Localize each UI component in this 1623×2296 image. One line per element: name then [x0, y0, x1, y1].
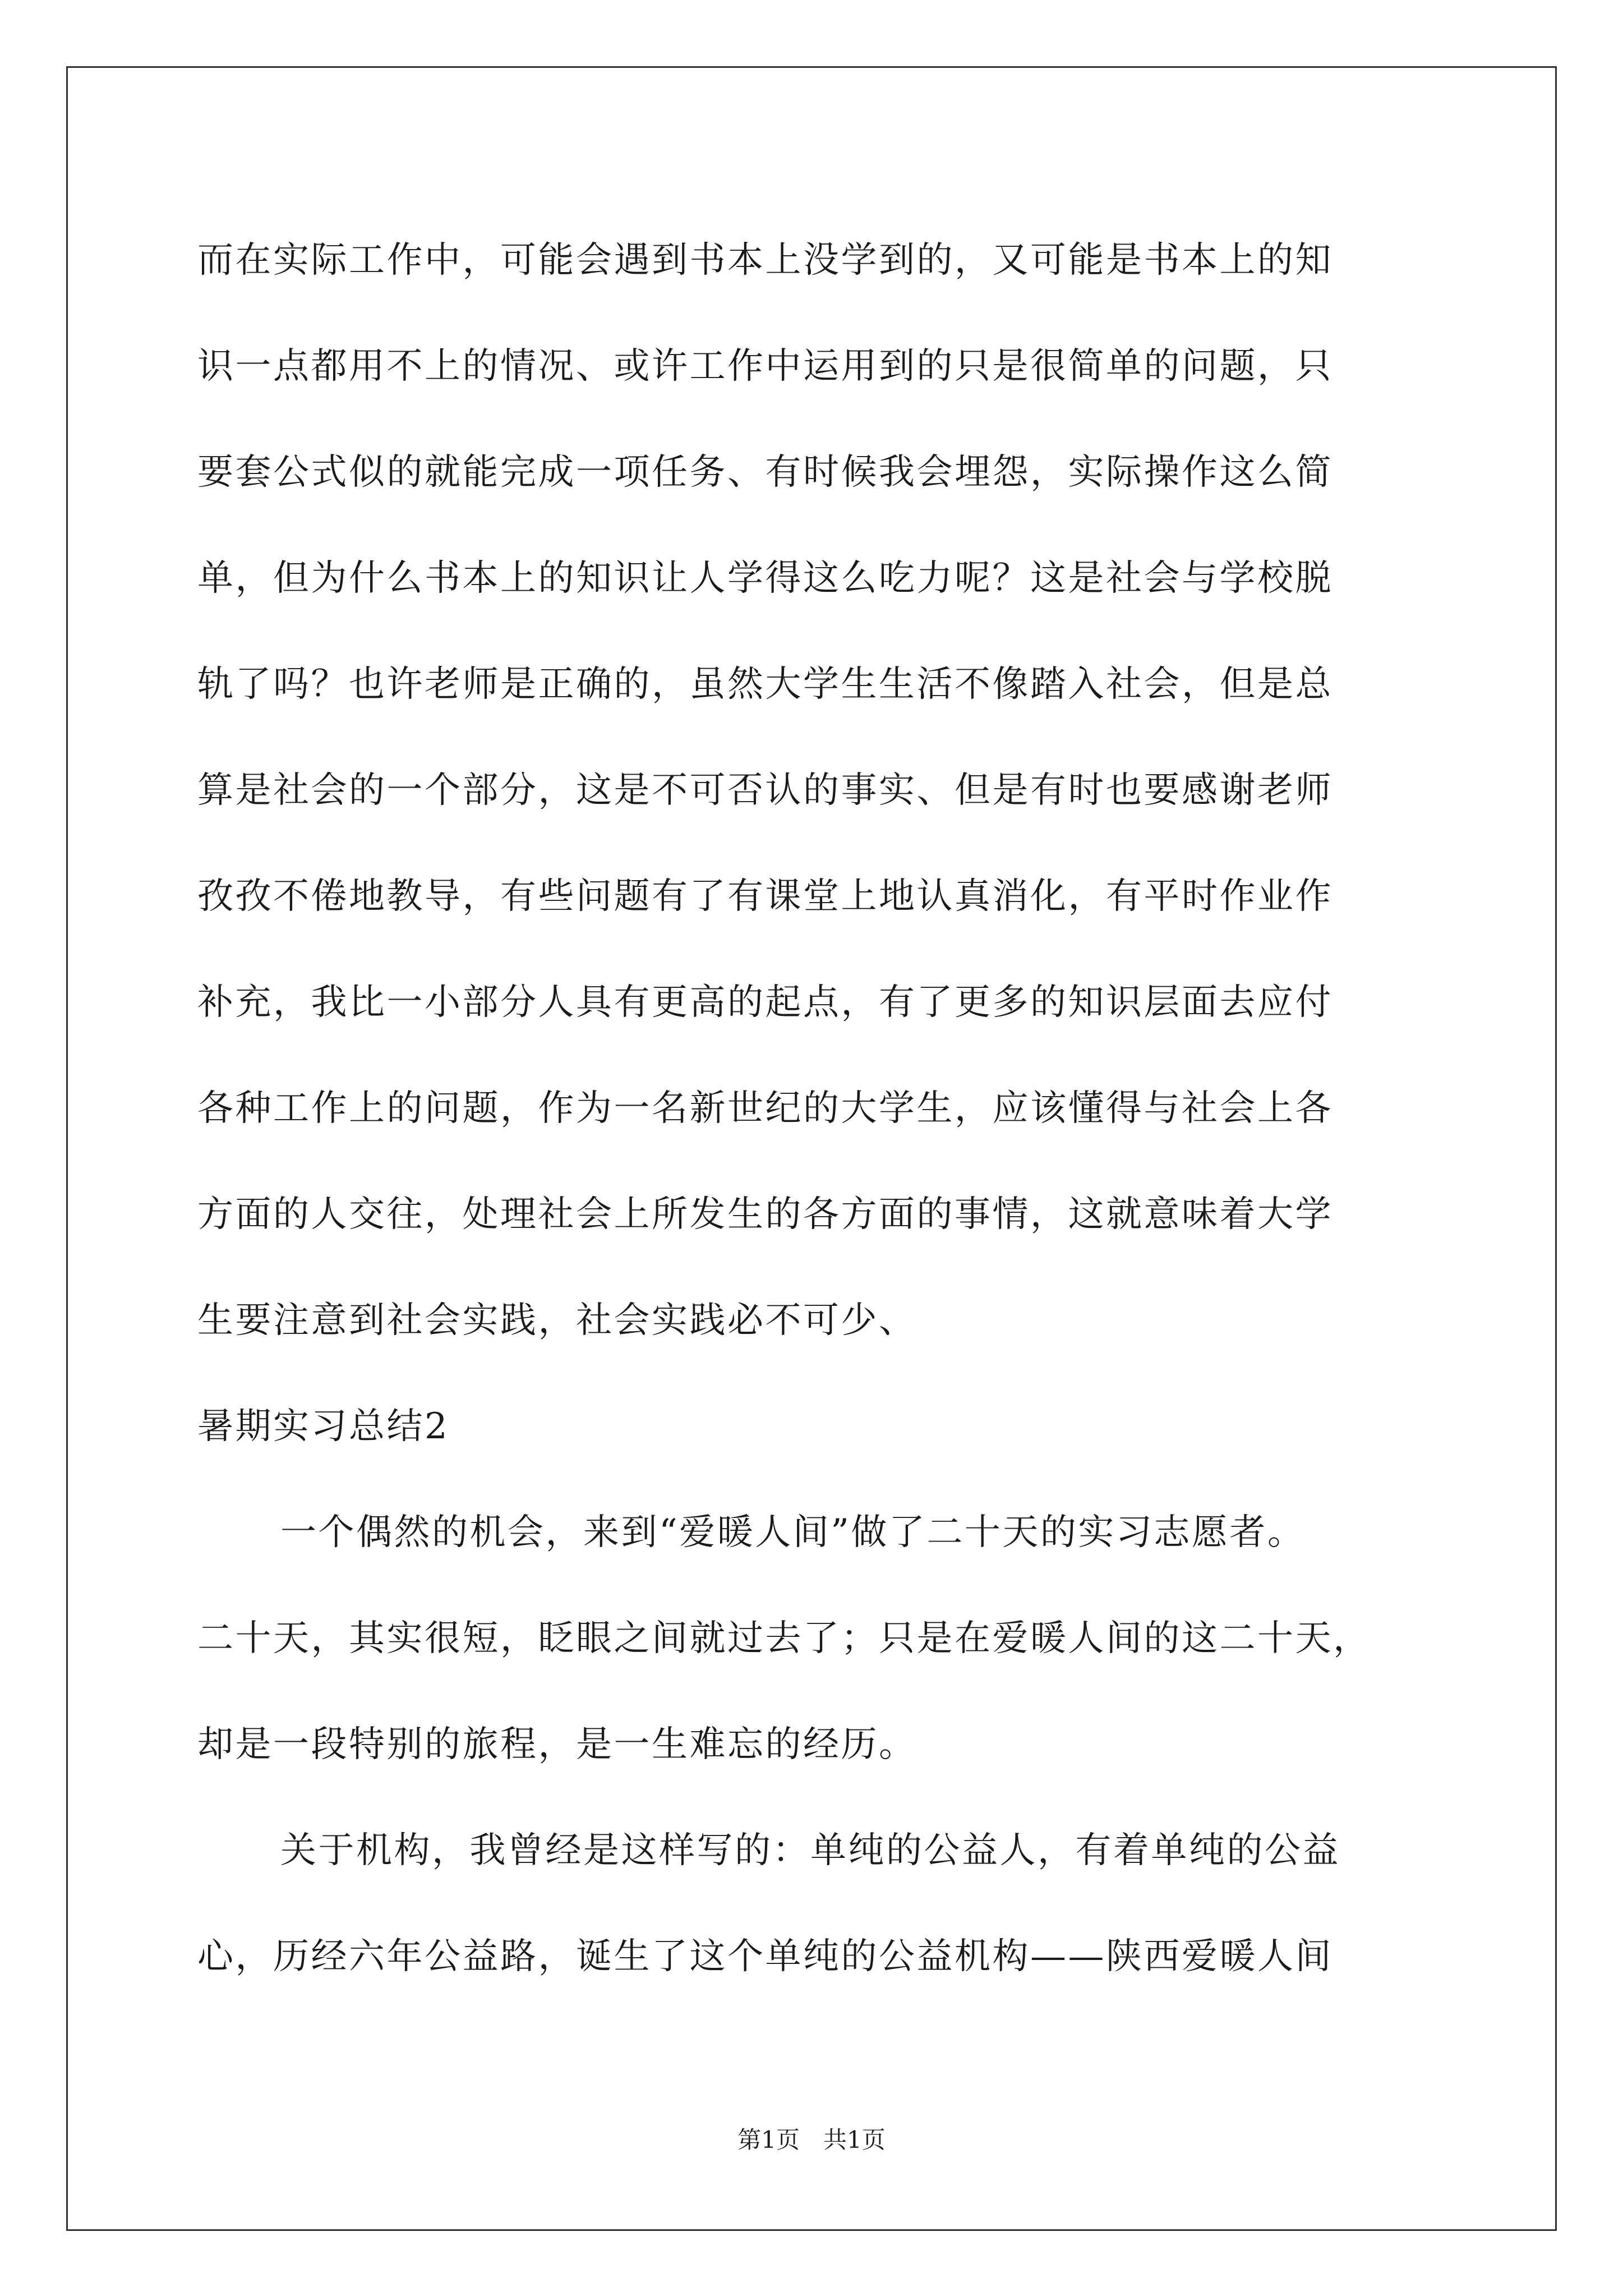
text-line: 单，但为什么书本上的知识让人学得这么吃力呢？这是社会与学校脱 — [197, 558, 1333, 599]
text-line: 生要注意到社会实践，社会实践必不可少、 — [197, 1300, 917, 1341]
text-line: 关于机构，我曾经是这样写的：单纯的公益人，有着单纯的公益 — [280, 1830, 1340, 1871]
text-line: 而在实际工作中，可能会遇到书本上没学到的，又可能是书本上的知 — [197, 240, 1333, 281]
section-heading: 暑期实习总结2 — [197, 1406, 450, 1447]
text-line: 各种工作上的问题，作为一名新世纪的大学生，应该懂得与社会上各 — [197, 1088, 1333, 1129]
text-line: 心，历经六年公益路，诞生了这个单纯的公益机构——陕西爱暖人间 — [197, 1936, 1333, 1977]
paragraph-1 — [197, 208, 1431, 1374]
text-line: 孜孜不倦地教导，有些问题有了有课堂上地认真消化，有平时作业作 — [197, 876, 1333, 917]
text-line: 轨了吗？也许老师是正确的，虽然大学生生活不像踏入社会，但是总 — [197, 664, 1333, 705]
text-line: 方面的人交往，处理社会上所发生的各方面的事情，这就意味着大学 — [197, 1194, 1333, 1235]
text-line: 要套公式似的就能完成一项任务、有时候我会埋怨，实际操作这么简 — [197, 452, 1333, 493]
text-line: 补充，我比一小部分人具有更高的起点，有了更多的知识层面去应付 — [197, 982, 1333, 1023]
text-line: 一个偶然的机会，来到“爱暖人间”做了二十天的实习志愿者。 — [280, 1512, 1306, 1553]
text-line: 却是一段特别的旅程，是一生难忘的经历。 — [197, 1724, 917, 1765]
document-body — [197, 208, 1431, 2010]
paragraph-3 — [197, 1798, 1431, 2010]
text-line: 识一点都用不上的情况、或许工作中运用到的只是很简单的问题，只 — [197, 346, 1333, 387]
text-line: 二十天，其实很短，眨眼之间就过去了；只是在爱暖人间的这二十天， — [197, 1618, 1371, 1659]
text-line: 算是社会的一个部分，这是不可否认的事实、但是有时也要感谢老师 — [197, 770, 1333, 811]
paragraph-2 — [197, 1480, 1431, 1798]
page-footer: 第1页 共1页 — [737, 2126, 886, 2154]
